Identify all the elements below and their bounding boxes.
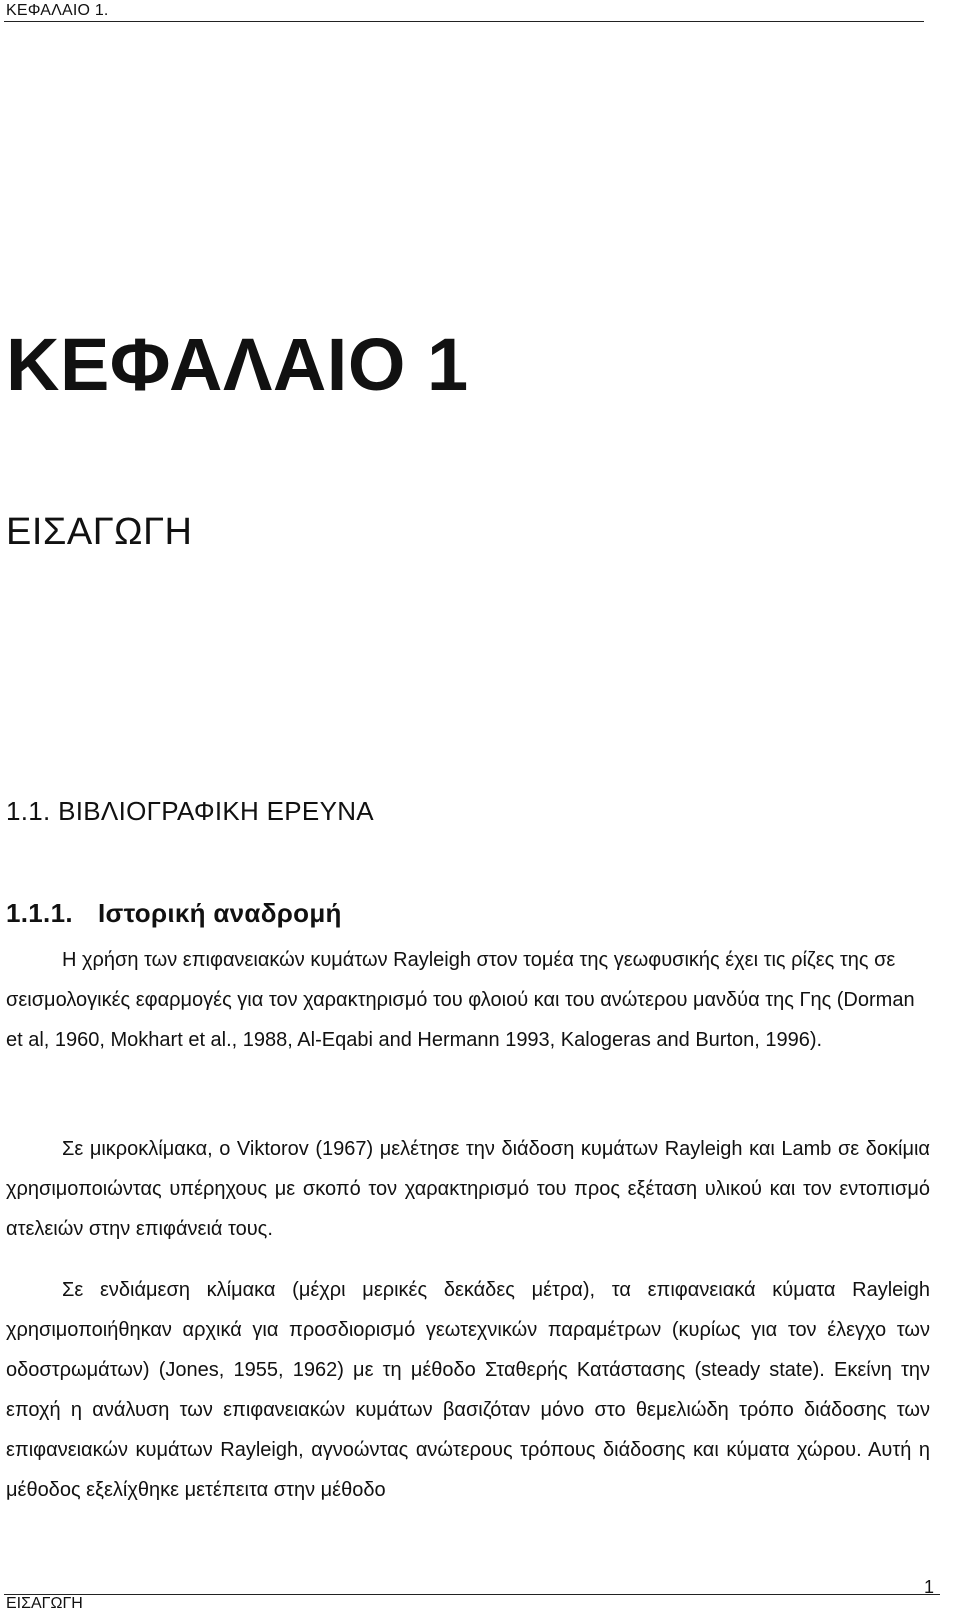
running-footer: ΕΙΣΑΓΩΓΗ (6, 1595, 83, 1612)
running-header: ΚΕΦΑΛΑΙΟ 1. (6, 2, 109, 19)
body-paragraph: Σε ενδιάμεση κλίμακα (μέχρι μερικές δεκάδες μέτρα), τα επιφανειακά κύματα Rayleigh χρησιμοποιήθηκαν αρχικά για προσδιορισμό γεωτεχνικών παραμέτρων (κυρίως για τον έλεγχο των οδοστρωμάτων) (Jones, 1955, 1962) με τη μέθοδο Σταθερής Κατάστασης (steady state). Εκείνη την εποχή η ανάλυση των επιφανειακών κυμάτων βασιζόταν μόνο στο θεμελιώδη τρόπο διάδοσης των επιφανειακών κυμάτων Rayleigh, αγνοώντας ανώτερους τρόπους διάδοσης και κύματα χώρου. Αυτή η μέθοδος εξελίχθηκε μετέπειτα στην μέθοδο (6, 1279, 930, 1501)
chapter-title: ΚΕΦΑΛΑΙΟ 1 (6, 323, 469, 406)
subsection-title: Ιστορική αναδρομή (98, 898, 342, 928)
body-paragraph: Η χρήση των επιφανειακών κυμάτων Rayleigh στον τομέα της γεωφυσικής έχει τις ρίζες της σε σεισμολογικές εφαρμογές για τον χαρακτηρισμό του φλοιού και του ανώτερου μανδύα της Γης (Dorman et al, 1960, Mokhart et al., 1988, Al-Eqabi and Hermann 1993, Kalogeras and Burton, 1996). (6, 949, 915, 1051)
chapter-subtitle: ΕΙΣΑΓΩΓΗ (6, 511, 193, 553)
subsection-heading (6, 897, 342, 929)
subsection-number: 1.1.1. (6, 898, 73, 928)
page-number: 1 (923, 1577, 934, 1597)
section-heading: 1.1. ΒΙΒΛΙΟΓΡΑΦΙΚΗ ΕΡΕΥΝΑ (6, 796, 374, 826)
header-rule (4, 21, 924, 22)
footer-rule (4, 1594, 940, 1595)
body-paragraph: Σε μικροκλίμακα, ο Viktorov (1967) μελέτησε την διάδοση κυμάτων Rayleigh και Lamb σε δοκίμια χρησιμοποιώντας υπέρηχους με σκοπό τον χαρακτηρισμό του προς εξέταση υλικού και τον εντοπισμό ατελειών στην επιφάνειά τους. (6, 1138, 930, 1240)
